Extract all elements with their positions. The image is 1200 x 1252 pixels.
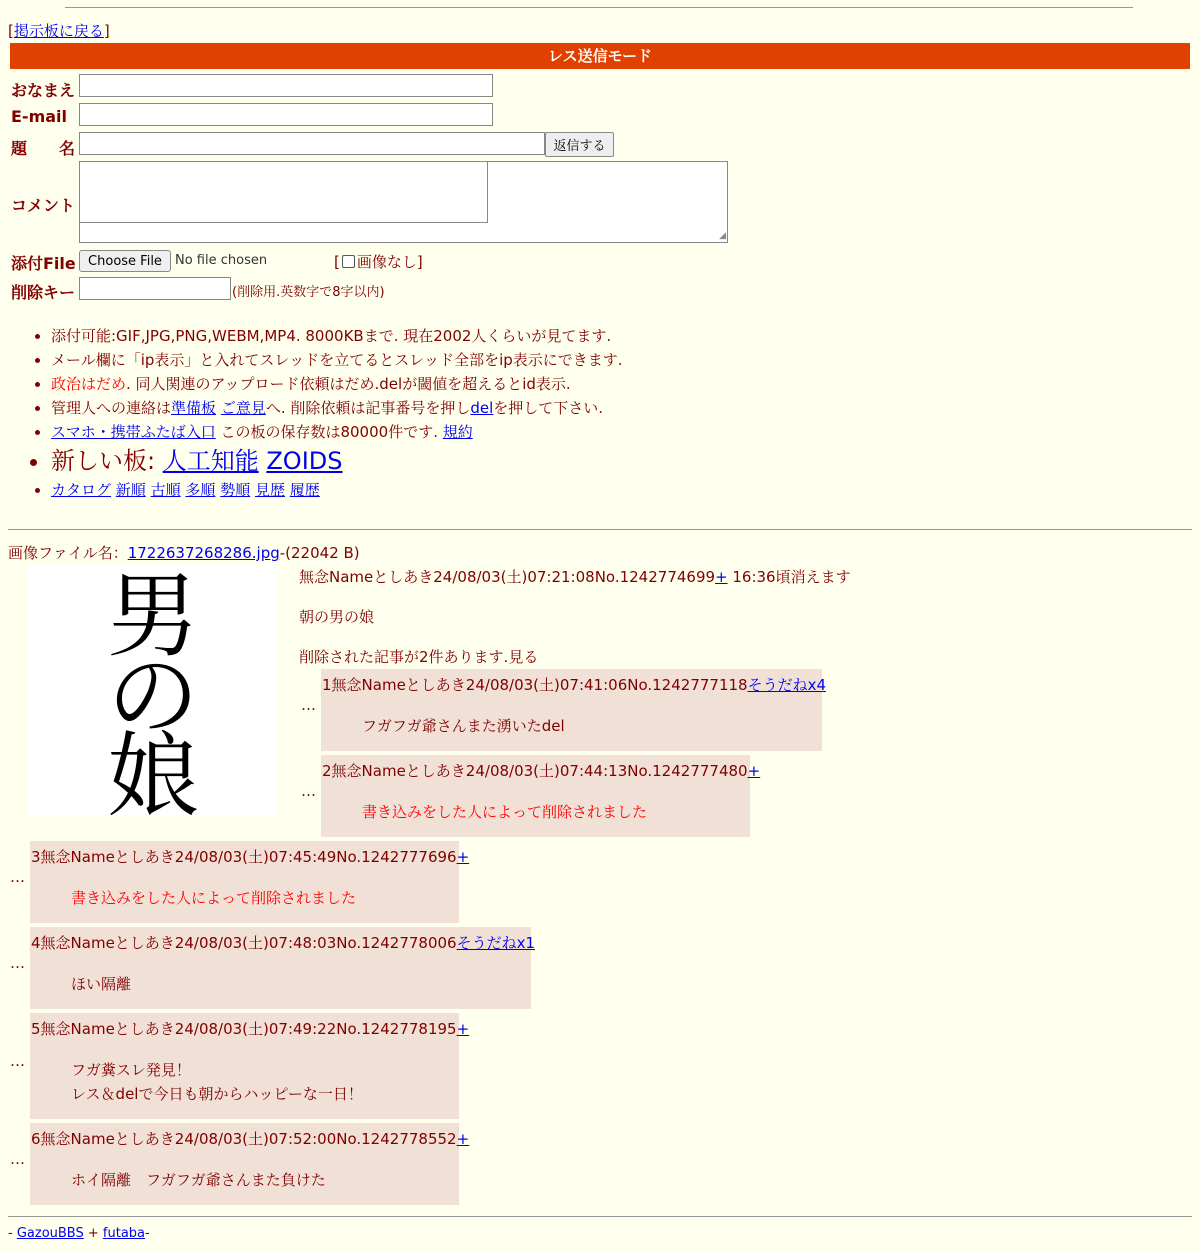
sort-many-link[interactable]: 多順 (185, 481, 216, 499)
reply-body (71, 886, 356, 910)
op-header (299, 566, 851, 587)
reply-indent-dots: … (10, 1150, 25, 1168)
reply-body-line: フガフガ爺さんまた湧いたdel (362, 717, 565, 735)
thread-image-thumbnail[interactable] (28, 566, 278, 816)
reply-header-text: 4無念Nameとしあき24/08/03(土)07:48:03No.1242778006 (31, 934, 457, 952)
reply-post (321, 755, 761, 837)
file-status: No file chosen (175, 253, 268, 268)
op-plus-link[interactable]: + (715, 568, 728, 586)
bracket: [ (8, 22, 14, 40)
feedback-link[interactable]: ご意見 (220, 399, 266, 417)
rule-text: この板の保存数は80000件です. (215, 423, 443, 441)
reply-body-line: ホイ隔離 フガフガ爺さんまた負けた (71, 1171, 326, 1189)
footer-dash: - (8, 1226, 17, 1241)
reply-header (322, 760, 760, 781)
futaba-link[interactable]: futaba (102, 1226, 146, 1241)
sort-momentum-link[interactable]: 勢順 (220, 481, 251, 499)
sort-old-link[interactable]: 古順 (150, 481, 181, 499)
footer-divider (8, 1216, 1192, 1217)
rule-text: を押して下さい. (493, 399, 604, 417)
comment-textarea[interactable] (79, 161, 728, 243)
comment-label: コメント (11, 196, 76, 215)
rules-list (0, 324, 1151, 502)
sort-new-link[interactable]: 新順 (115, 481, 146, 499)
deleted-posts-notice[interactable]: 削除された記事が2件あります.見る (299, 648, 539, 666)
thumb-char: 男 (106, 566, 200, 670)
sort-links-item (51, 478, 1151, 502)
subject-label: 題 名 (11, 139, 76, 158)
new-boards-text: 新しい板: (51, 447, 163, 475)
reply-body (71, 1168, 326, 1192)
del-link[interactable]: del (470, 399, 494, 417)
submit-reply-button[interactable]: 返信する (545, 132, 614, 157)
reply-plus-link[interactable]: + (456, 1130, 470, 1148)
file-size: -(22042 B) (279, 544, 360, 562)
reply-post (30, 1013, 470, 1119)
reply-body-line: ほい隔離 (71, 975, 132, 993)
reply-post (321, 669, 826, 751)
reply-header (31, 1128, 469, 1149)
reply-body (71, 972, 131, 996)
reply-body-line: 書き込みをした人によって削除されました (362, 803, 648, 821)
reply-body (71, 1058, 363, 1106)
reply-header (31, 932, 535, 953)
reply-post (30, 841, 470, 923)
new-boards-item (51, 444, 1151, 478)
footer-plus: + (83, 1226, 103, 1241)
footer-dash: - (145, 1226, 150, 1241)
terms-link[interactable]: 規約 (442, 423, 473, 441)
reply-indent-dots: … (301, 782, 316, 800)
choose-file-button[interactable]: Choose File (79, 250, 171, 272)
email-label: E-mail (11, 107, 68, 126)
email-input[interactable] (79, 103, 493, 126)
rule-item (51, 396, 1151, 420)
file-prefix: 画像ファイル名： (8, 544, 128, 562)
reply-plus-link[interactable]: + (456, 848, 470, 866)
reply-post (30, 1123, 470, 1205)
no-image-checkbox[interactable] (342, 255, 355, 268)
reply-indent-dots: … (10, 868, 25, 886)
bracket: ] (103, 22, 110, 40)
reply-header-text: 1無念Nameとしあき24/08/03(土)07:41:06No.1242777118 (322, 676, 748, 694)
soudane-link[interactable]: そうだねx4 (747, 676, 826, 694)
reply-indent-dots: … (10, 954, 25, 972)
delete-key-input[interactable] (79, 277, 231, 300)
top-divider (65, 7, 1133, 8)
reply-post (30, 927, 535, 1009)
rule-text: 管理人への連絡は (51, 399, 172, 417)
reply-header-text: 3無念Nameとしあき24/08/03(土)07:45:49No.1242777696 (31, 848, 457, 866)
bracket: [ (334, 253, 340, 271)
view-history-link[interactable]: 見歴 (254, 481, 285, 499)
reply-header-text: 2無念Nameとしあき24/08/03(土)07:44:13No.1242777480 (322, 762, 748, 780)
rule-text: へ. 削除依頼は記事番号を押し (265, 399, 471, 417)
reply-header (31, 846, 469, 867)
reply-body-line: 書き込みをした人によって削除されました (71, 889, 357, 907)
thumb-char: 娘 (106, 723, 200, 816)
reply-body (362, 800, 647, 824)
reply-indent-dots: … (10, 1052, 25, 1070)
rule-warning: 政治はだめ (51, 375, 127, 393)
zoids-board-link[interactable]: ZOIDS (266, 447, 343, 475)
rule-item: • メール欄に「ip表示」と入れてスレッドを立てるとスレッド全部をip表示にできます. (51, 348, 1151, 372)
reply-plus-link[interactable]: + (456, 1020, 470, 1038)
footer (8, 1226, 150, 1241)
delete-key-label: 削除キー (11, 283, 76, 302)
rule-text: . 同人関連のアップロード依頼はだめ.delが閾値を超えるとid表示. (126, 375, 571, 393)
textarea-inner-area (80, 162, 488, 223)
mobile-entry-link[interactable]: スマホ・携帯ふたば入口 (51, 423, 216, 441)
reply-plus-link[interactable]: + (747, 762, 761, 780)
reply-mode-banner: レス送信モード (10, 43, 1190, 69)
no-image-option (334, 251, 423, 272)
rule-item (51, 372, 1151, 396)
reply-body (362, 714, 565, 738)
rule-item (51, 420, 1151, 444)
reply-header (31, 1018, 469, 1039)
no-image-label: 画像なし] (356, 253, 423, 271)
resize-grip-icon[interactable]: ◢ (719, 231, 726, 241)
reply-body-line: レス＆delで今日も朝からハッピーな一日！ (71, 1085, 363, 1103)
delete-key-note: (削除用.英数字で8字以内) (232, 285, 385, 300)
back-nav (8, 20, 110, 41)
op-header-text: 無念Nameとしあき24/08/03(土)07:21:08No.1242774699 (299, 568, 716, 586)
subject-input[interactable] (79, 132, 545, 155)
reply-indent-dots: … (301, 696, 316, 714)
image-file-link[interactable]: 1722637268286.jpg (127, 544, 280, 562)
ai-board-link[interactable]: 人工知能 (162, 447, 259, 475)
op-body: 朝の男の娘 (299, 608, 375, 626)
thread-divider (8, 529, 1192, 530)
reply-header-text: 5無念Nameとしあき24/08/03(土)07:49:22No.1242778195 (31, 1020, 457, 1038)
reply-header (322, 674, 826, 695)
name-input[interactable] (79, 74, 493, 97)
post-history-link[interactable]: 履歴 (289, 481, 320, 499)
reply-body-line: フガ糞スレ発見！ (71, 1061, 191, 1079)
op-expire: 16:36頃消えます (727, 568, 851, 586)
file-info (8, 542, 360, 563)
catalog-link[interactable]: カタログ (51, 481, 112, 499)
rule-item: • 添付可能:GIF,JPG,PNG,WEBM,MP4. 8000KBまで. 現在2002人くらいが見てます. (51, 324, 1151, 348)
back-to-board-link[interactable]: 掲示板に戻る (13, 22, 104, 40)
soudane-link[interactable]: そうだねx1 (456, 934, 535, 952)
prep-board-link[interactable]: 準備板 (171, 399, 217, 417)
file-label: 添付File (11, 254, 76, 273)
gazoubbs-link[interactable]: GazouBBS (16, 1226, 84, 1241)
reply-header-text: 6無念Nameとしあき24/08/03(土)07:52:00No.1242778552 (31, 1130, 457, 1148)
name-label: おなまえ (11, 81, 76, 100)
thumb-char: の (106, 643, 200, 750)
